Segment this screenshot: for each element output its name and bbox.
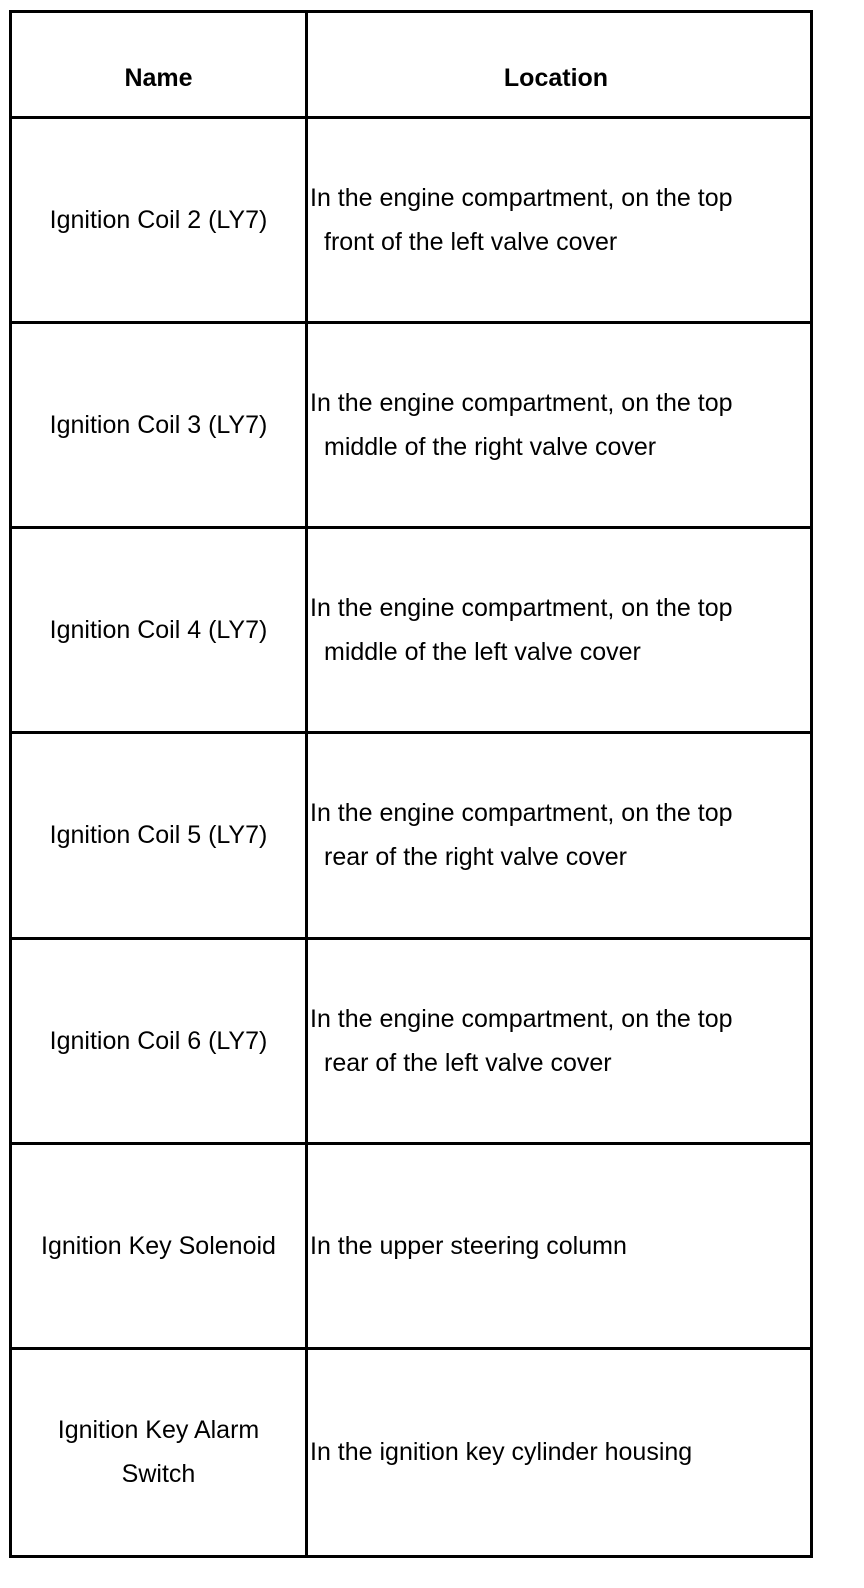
row-location-line1: In the engine compartment, on the top <box>310 389 733 418</box>
header-location <box>308 13 810 119</box>
row-name: Ignition Key Alarm Switch <box>57 1416 260 1489</box>
row-location-cell <box>308 734 810 939</box>
row-location-cell <box>308 324 810 529</box>
row-location-cell <box>308 940 810 1145</box>
header-name <box>12 13 308 119</box>
header-name-label: Name <box>124 64 193 92</box>
row-location-line1: In the upper steering column <box>310 1231 627 1260</box>
row-name-cell <box>12 1350 308 1555</box>
row-name-cell <box>12 529 308 734</box>
row-name-cell <box>12 324 308 529</box>
row-location-line2: front of the left valve cover <box>324 228 618 257</box>
row-name-cell <box>12 734 308 939</box>
row-location-line1: In the engine compartment, on the top <box>310 1004 733 1033</box>
row-location-line2: rear of the right valve cover <box>324 843 627 872</box>
row-location-cell <box>308 1350 810 1555</box>
row-location-line2: rear of the left valve cover <box>324 1048 612 1077</box>
row-location-cell <box>308 1145 810 1350</box>
header-location-label: Location <box>503 64 609 92</box>
row-name-cell <box>12 1145 308 1350</box>
row-location-line1: In the engine compartment, on the top <box>310 594 733 623</box>
row-name: Ignition Coil 6 (LY7) <box>49 1026 268 1055</box>
row-location-line2: middle of the right valve cover <box>324 433 657 462</box>
row-name: Ignition Key Solenoid <box>41 1231 276 1260</box>
row-location-cell <box>308 119 810 324</box>
row-location-line1: In the engine compartment, on the top <box>310 184 733 213</box>
component-location-table <box>9 10 813 1558</box>
row-location-cell <box>308 529 810 734</box>
row-location-line2: middle of the left valve cover <box>324 638 641 667</box>
row-name-cell <box>12 119 308 324</box>
row-location-line1: In the engine compartment, on the top <box>310 799 733 828</box>
row-name: Ignition Coil 5 (LY7) <box>49 821 268 850</box>
row-name: Ignition Coil 4 (LY7) <box>49 616 268 645</box>
row-name: Ignition Coil 3 (LY7) <box>49 411 268 440</box>
row-location-line1: In the ignition key cylinder housing <box>310 1438 693 1467</box>
row-name-cell <box>12 940 308 1145</box>
row-name: Ignition Coil 2 (LY7) <box>49 206 268 235</box>
